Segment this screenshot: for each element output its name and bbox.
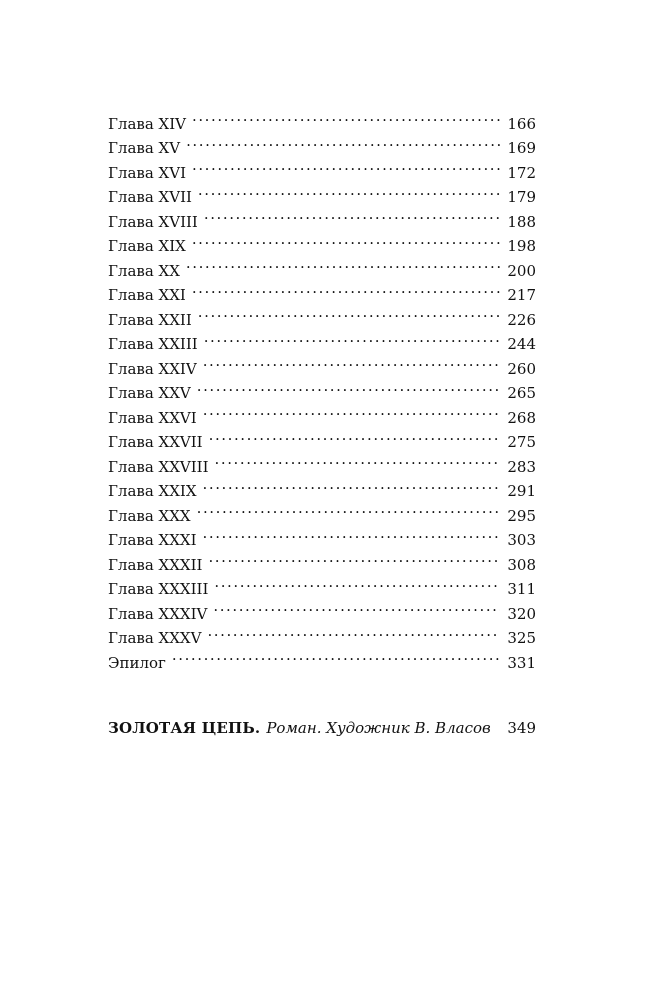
- toc-entry-title: Глава XVI: [108, 163, 186, 182]
- toc-entry: [108, 104, 536, 133]
- toc-entry-page: 226: [500, 308, 536, 333]
- toc-entry-page: 331: [500, 651, 536, 676]
- table-of-contents: [108, 104, 536, 672]
- toc-entry-page: 200: [500, 259, 536, 284]
- dot-leader: [203, 521, 500, 546]
- dot-leader: [207, 619, 500, 644]
- toc-entry-title: Глава XXI: [108, 286, 186, 304]
- toc-entry-page: 166: [500, 112, 536, 137]
- toc-entry-title: Глава XXII: [108, 310, 192, 329]
- toc-entry-page: 188: [500, 210, 536, 235]
- toc-entry-title: Глава XXIV: [108, 359, 197, 378]
- toc-entry-page: 244: [500, 332, 536, 357]
- dot-leader: [209, 423, 500, 448]
- toc-entry-page: 320: [500, 602, 536, 627]
- toc-entry-page: 325: [500, 626, 536, 651]
- section-page: 349: [507, 719, 536, 737]
- toc-entry-page: 303: [500, 528, 536, 553]
- dot-leader: [203, 398, 500, 423]
- toc-entry-title: Глава XXXI: [108, 531, 197, 549]
- next-section-entry: [108, 716, 536, 740]
- toc-entry-page: 169: [500, 136, 536, 161]
- toc-entry-page: 179: [500, 185, 536, 210]
- dot-leader: [203, 472, 500, 497]
- toc-entry-page: 217: [500, 283, 536, 308]
- toc-entry-title: Глава XVII: [108, 188, 192, 206]
- section-title: ЗОЛОТАЯ ЦЕПЬ.: [108, 719, 261, 737]
- dot-leader: [186, 251, 500, 276]
- toc-entry-page: 308: [500, 553, 536, 578]
- dot-leader: [172, 643, 500, 668]
- toc-entry-page: 283: [500, 455, 536, 480]
- toc-entry-title: Глава XXV: [108, 384, 191, 402]
- toc-entry-title: Глава XIX: [108, 237, 186, 255]
- dot-leader: [208, 545, 500, 570]
- toc-entry-title: Глава XXXII: [108, 555, 203, 574]
- dot-leader: [197, 374, 500, 399]
- toc-entry-title: Глава XXXV: [108, 629, 202, 647]
- toc-entry-title: Глава XXVII: [108, 433, 203, 451]
- dot-leader: [204, 202, 500, 227]
- toc-entry-title: Глава XV: [108, 139, 181, 157]
- toc-entry-title: Глава XXX: [108, 506, 191, 525]
- dot-leader: [192, 104, 500, 129]
- dot-leader: [192, 276, 500, 301]
- dot-leader: [198, 178, 500, 203]
- toc-entry-title: Глава XIV: [108, 114, 186, 133]
- dot-leader: [214, 570, 500, 595]
- dot-leader: [186, 129, 500, 154]
- toc-entry-title: Глава XXVI: [108, 408, 197, 427]
- toc-entry-page: 198: [500, 234, 536, 259]
- dot-leader: [204, 325, 500, 350]
- dot-leader: [203, 349, 500, 374]
- toc-entry-page: 265: [500, 381, 536, 406]
- section-description: Роман. Художник В. Власов: [266, 719, 491, 737]
- dot-leader: [215, 447, 500, 472]
- toc-entry-page: 172: [500, 161, 536, 186]
- toc-entry-title: Глава XXVIII: [108, 457, 209, 476]
- toc-entry-title: Глава XX: [108, 261, 180, 280]
- toc-entry-title: Глава XVIII: [108, 212, 198, 231]
- toc-entry-page: 268: [500, 406, 536, 431]
- dot-leader: [198, 300, 500, 325]
- toc-entry-page: 275: [500, 430, 536, 455]
- dot-leader: [192, 153, 500, 178]
- toc-entry-title: Глава XXIII: [108, 335, 198, 353]
- dot-leader: [197, 496, 500, 521]
- toc-entry-title: Глава XXXIV: [108, 604, 208, 623]
- toc-entry-page: 260: [500, 357, 536, 382]
- toc-entry-title: Эпилог: [108, 653, 166, 672]
- toc-entry-title: Глава XXIX: [108, 482, 197, 500]
- dot-leader: [213, 594, 500, 619]
- dot-leader: [192, 227, 500, 252]
- toc-entry-title: Глава XXXIII: [108, 580, 209, 598]
- toc-entry: [108, 643, 536, 672]
- toc-entry-page: 311: [500, 577, 536, 602]
- toc-entry-page: 295: [500, 504, 536, 529]
- toc-entry-page: 291: [500, 479, 536, 504]
